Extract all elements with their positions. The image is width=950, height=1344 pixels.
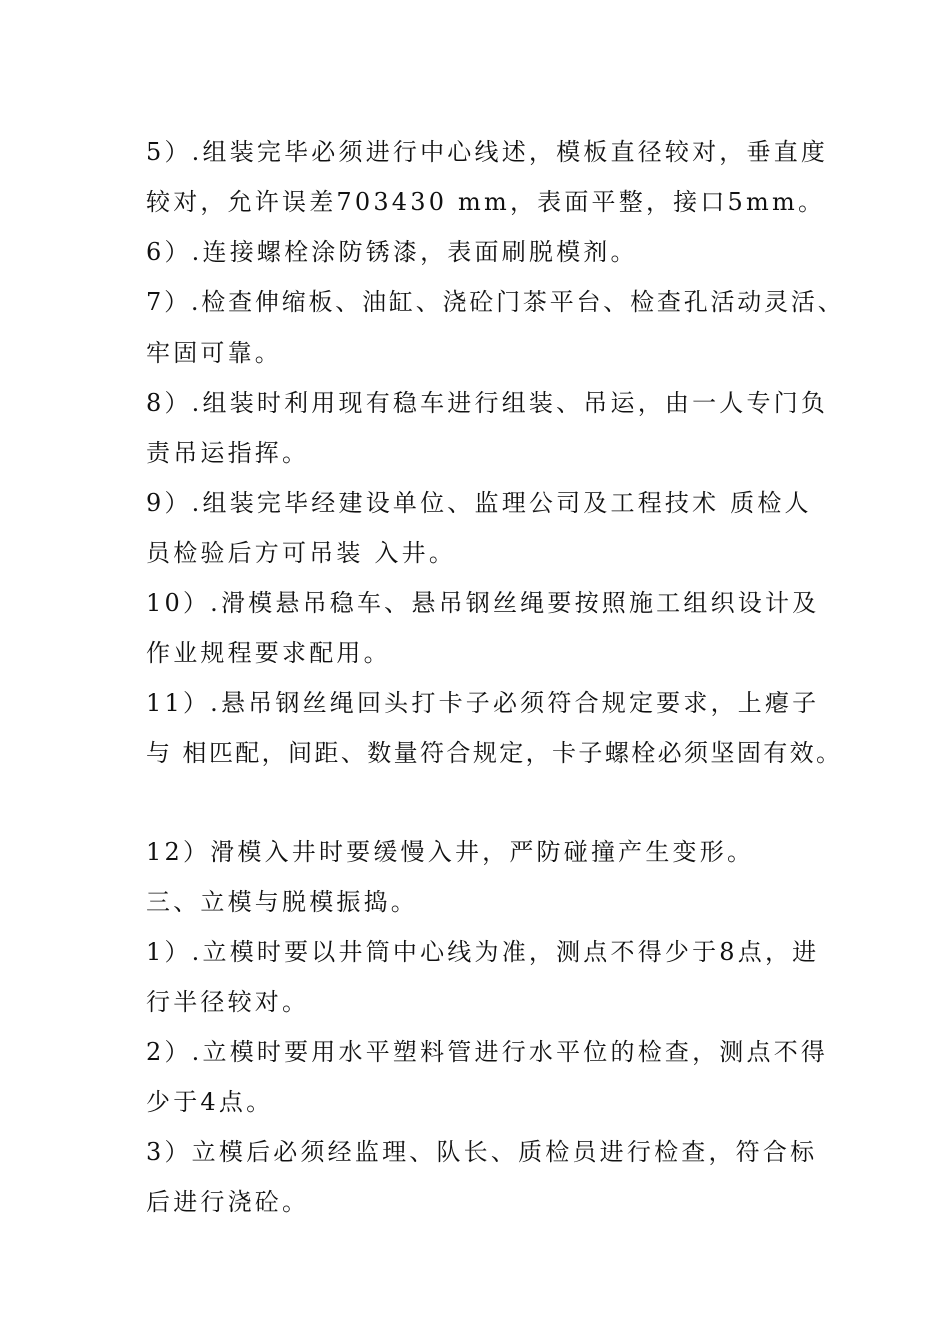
text-line: 2）.立模时要用水平塑料管进行水平位的检查，测点不得 bbox=[146, 1038, 829, 1066]
text-line: 9）.组装完毕经建设单位、监理公司及工程技术 质检人 bbox=[146, 489, 812, 517]
text-line: 少于4点。 bbox=[146, 1088, 274, 1116]
text-line: 后进行浇砼。 bbox=[146, 1188, 310, 1216]
text-line: 牢固可靠。 bbox=[146, 339, 282, 367]
text-line: 10）.滑模悬吊稳车、悬吊钢丝绳要按照施工组织设计及 bbox=[146, 589, 820, 617]
text-line: 责吊运指挥。 bbox=[146, 439, 310, 467]
text-line: 1）.立模时要以井筒中心线为准，测点不得少于8点，进 bbox=[146, 938, 820, 966]
text-line: 与 相匹配，间距、数量符合规定，卡子螺栓必须坚固有效。 bbox=[146, 739, 843, 767]
text-line: 行半径较对。 bbox=[146, 988, 310, 1016]
text-line: 5）.组装完毕必须进行中心线述，模板直径较对，垂直度 bbox=[146, 138, 829, 166]
text-line: 12）滑模入井时要缓慢入井，严防碰撞产生变形。 bbox=[146, 838, 755, 866]
text-line: 较对，允许误差703430 mm，表面平整，接口5mm。 bbox=[146, 188, 826, 216]
text-line: 作业规程要求配用。 bbox=[146, 639, 391, 667]
text-line: 11）.悬吊钢丝绳回头打卡子必须符合规定要求，上瘪子 bbox=[146, 689, 820, 717]
text-line: 7）.检查伸缩板、油缸、浇砼门茶平台、检查孔活动灵活、 bbox=[146, 288, 845, 316]
text-line: 8）.组装时利用现有稳车进行组装、吊运，由一人专门负 bbox=[146, 389, 829, 417]
section-heading: 三、立模与脱模振捣。 bbox=[146, 888, 418, 916]
text-line: 员检验后方可吊装 入井。 bbox=[146, 539, 457, 567]
text-line: 3）立模后必须经监理、队长、质检员进行检查，符合标 bbox=[146, 1138, 818, 1166]
text-line: 6）.连接螺栓涂防锈漆，表面刷脱模剂。 bbox=[146, 238, 638, 266]
